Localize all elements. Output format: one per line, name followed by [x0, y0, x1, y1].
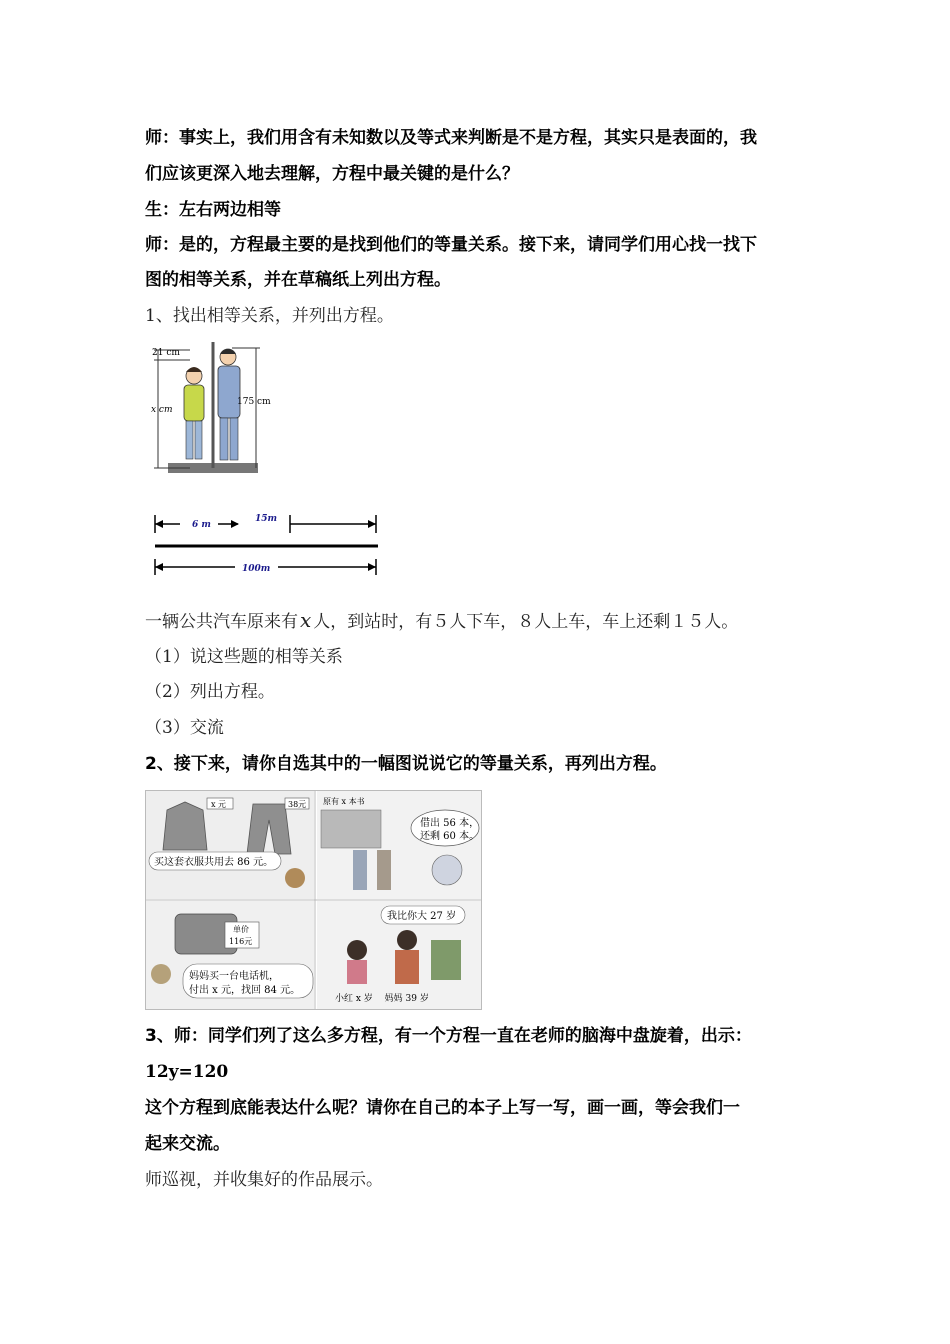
cat-icon [151, 964, 171, 984]
mother-icon [397, 930, 417, 950]
label-x-cm: x cm [151, 405, 173, 415]
label-6m: 6 m [192, 520, 211, 530]
item-1-heading: 1、找出相等关系，并列出方程。 [145, 306, 394, 326]
panel-telephone [146, 901, 314, 1009]
step-1: （1）说这些题的相等关系 [145, 647, 343, 667]
girl-icon [347, 940, 367, 960]
panel-books [317, 791, 481, 899]
height-comparison-figure [150, 340, 280, 480]
bookshelf-icon [321, 810, 381, 848]
paragraph-question-line1: 这个方程到底能表达什么呢？请你在自己的本子上写一写，画一画，等会我们一 [145, 1098, 740, 1118]
price-tag-pants: 38元 [288, 800, 307, 809]
panel3-caption-line1: 妈妈买一台电话机， [189, 971, 279, 982]
equation: 12y=120 [145, 1062, 229, 1082]
price-tag-jacket: x 元 [211, 800, 227, 809]
step-3: （3）交流 [145, 718, 224, 738]
label-175cm: 175 cm [237, 397, 271, 407]
plant-icon [431, 940, 461, 980]
paragraph-teacher-1-line1: 师：事实上，我们用含有未知数以及等式来判断是不是方程，其实只是表面的，我 [145, 128, 757, 148]
paragraph-teacher-1-line2: 们应该更深入地去理解，方程中最关键的是什么？ [145, 164, 519, 184]
picture-grid [145, 790, 482, 1010]
paragraph-question-line2: 起来交流。 [145, 1134, 230, 1154]
child-figure [353, 850, 367, 890]
panel2-header: 原有 x 本书 [323, 797, 365, 806]
paragraph-teacher-patrol: 师巡视，并收集好的作品展示。 [145, 1170, 383, 1190]
step-2: （2）列出方程。 [145, 682, 275, 702]
item-2-heading: 2、接下来，请你自选其中的一幅图说说它的等量关系，再列出方程。 [145, 754, 667, 774]
panel4-caption: 小红 x 岁 妈妈 39 岁 [335, 994, 429, 1004]
panel1-caption: 买这套衣服共用去 86 元。 [154, 857, 274, 868]
panel2-bubble-line2: 还剩 60 本。 [420, 831, 480, 842]
panel-ages [317, 901, 481, 1009]
child-figure [377, 850, 391, 890]
elephant-icon [432, 855, 462, 885]
price-value: 116元 [229, 937, 253, 946]
boy-illustration [184, 367, 204, 459]
paragraph-student: 生：左右两边相等 [145, 200, 281, 220]
panel2-bubble-line1: 借出 56 本， [420, 818, 480, 829]
label-15m: 15m [255, 514, 278, 524]
panel3-caption-line2: 付出 x 元，找回 84 元。 [189, 985, 301, 996]
price-label: 单价 [233, 925, 249, 934]
item-3-heading: 3、师：同学们列了这么多方程，有一个方程一直在老师的脑海中盘旋着，出示： [145, 1026, 752, 1046]
panel4-bubble: 我比你大 27 岁 [387, 911, 457, 922]
panel-clothes [146, 791, 314, 899]
segment-diagram [150, 505, 385, 580]
jacket-icon [163, 802, 207, 850]
label-100m: 100m [242, 564, 271, 574]
dog-icon [285, 868, 305, 888]
paragraph-teacher-2-line2: 图的相等关系，并在草稿纸上列出方程。 [145, 270, 451, 290]
bus-problem: 一辆公共汽车原来有 x 人，到站时，有５人下车，８人上车，车上还剩１５人。 [145, 608, 739, 632]
label-21cm: 21 cm [152, 348, 180, 358]
paragraph-teacher-2-line1: 师：是的，方程最主要的是找到他们的等量关系。接下来，请同学们用心找一找下 [145, 235, 757, 255]
